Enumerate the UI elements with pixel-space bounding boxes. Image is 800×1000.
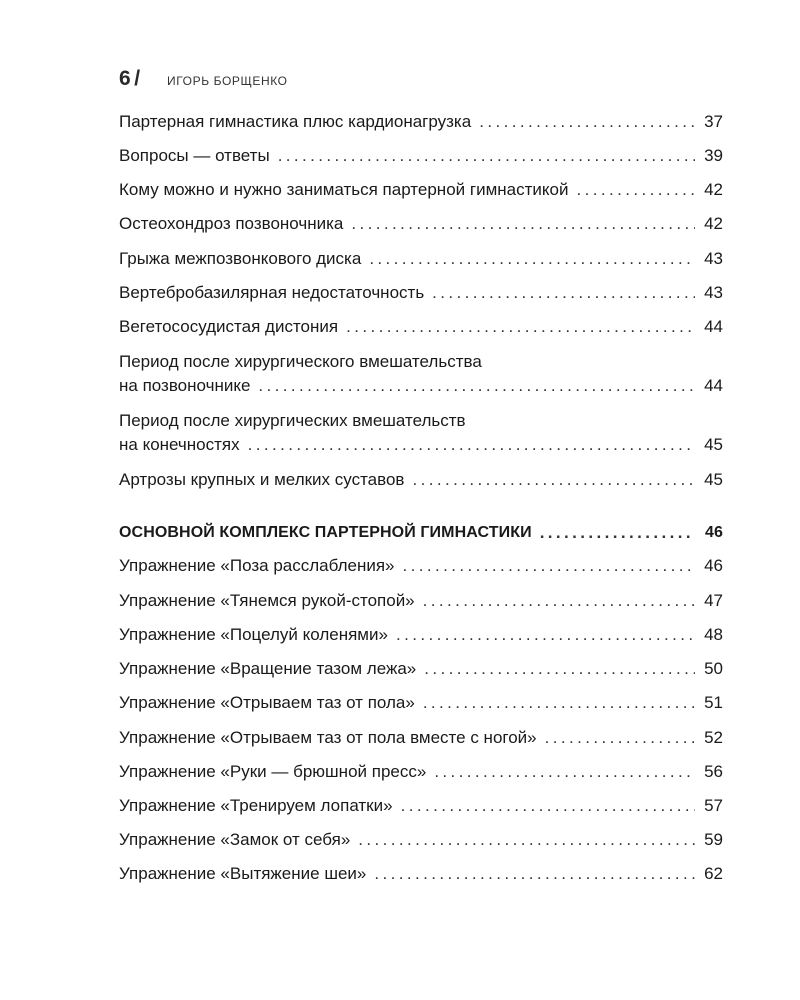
dot-leader xyxy=(434,760,695,784)
dot-leader xyxy=(351,212,695,236)
toc-entry-page: 42 xyxy=(704,214,723,233)
toc-entry-page: 57 xyxy=(704,796,723,815)
toc-entry xyxy=(119,691,723,715)
toc-entry xyxy=(119,589,723,613)
toc-section-page: 46 xyxy=(705,524,723,541)
toc-entry-page: 43 xyxy=(704,283,723,302)
toc-entry-title: на конечностях xyxy=(119,435,240,454)
toc-entry-page: 42 xyxy=(704,180,723,199)
toc-entry-title: Вопросы — ответы xyxy=(119,146,270,165)
dot-leader xyxy=(401,794,695,818)
dot-leader xyxy=(540,521,695,545)
toc-entry xyxy=(119,247,723,271)
toc-entry xyxy=(119,862,723,886)
toc-entry-page: 45 xyxy=(704,435,723,454)
toc-entry-page: 59 xyxy=(704,830,723,849)
toc-entry xyxy=(119,468,723,492)
toc-entry xyxy=(119,144,723,168)
toc-entry xyxy=(119,726,723,750)
dot-leader xyxy=(396,623,695,647)
toc-entry-title: Упражнение «Отрываем таз от пола» xyxy=(119,693,415,712)
toc-entry xyxy=(119,110,723,134)
toc-entry-title: Вертебробазилярная недостаточность xyxy=(119,283,425,302)
toc-entry-page: 62 xyxy=(704,864,723,883)
toc-entry-page: 47 xyxy=(704,591,723,610)
dot-leader xyxy=(576,178,695,202)
dot-leader xyxy=(278,144,695,168)
toc-entry xyxy=(119,281,723,305)
toc-entry xyxy=(119,657,723,681)
toc-entry-page: 46 xyxy=(704,556,723,575)
running-header xyxy=(119,67,288,93)
toc-section-title: ОСНОВНОЙ КОМПЛЕКС ПАРТЕРНОЙ ГИМНАСТИКИ xyxy=(119,524,532,541)
toc-entry-title-line1: Период после хирургических вмешательств xyxy=(119,411,466,430)
toc-entry xyxy=(119,350,723,398)
toc-entry xyxy=(119,554,723,578)
header-separator: / xyxy=(134,67,141,90)
toc-entry-page: 51 xyxy=(704,693,723,712)
dot-leader xyxy=(423,691,695,715)
toc-entry-title: Партерная гимнастика плюс кардионагрузка xyxy=(119,112,472,131)
toc-entry-page: 48 xyxy=(704,625,723,644)
toc-section-heading xyxy=(119,521,723,545)
toc-entry-title: Упражнение «Тянемся рукой-стопой» xyxy=(119,591,415,610)
toc-entry xyxy=(119,212,723,236)
toc-entry-page: 45 xyxy=(704,470,723,489)
toc-entry-title: Упражнение «Вращение тазом лежа» xyxy=(119,659,417,678)
toc-entry xyxy=(119,315,723,339)
toc-entry-title: Упражнение «Руки — брюшной пресс» xyxy=(119,762,427,781)
dot-leader xyxy=(479,110,695,134)
toc-entry-title: Артрозы крупных и мелких суставов xyxy=(119,470,405,489)
dot-leader xyxy=(432,281,695,305)
toc-entry-title: Упражнение «Замок от себя» xyxy=(119,830,351,849)
toc-entry-page: 39 xyxy=(704,146,723,165)
dot-leader xyxy=(412,468,695,492)
dot-leader xyxy=(374,862,695,886)
dot-leader xyxy=(346,315,695,339)
toc-entry-page: 44 xyxy=(704,317,723,336)
dot-leader xyxy=(258,374,695,398)
toc-entry-title: на позвоночнике xyxy=(119,376,251,395)
toc-entry-title-line1: Период после хирургического вмешательства xyxy=(119,352,482,371)
toc-entry xyxy=(119,409,723,457)
page-number: 6 xyxy=(119,67,132,90)
toc-entry xyxy=(119,794,723,818)
toc-entry xyxy=(119,760,723,784)
author-name: ИГОРЬ БОРЩЕНКО xyxy=(167,74,288,88)
toc-entry-title: Упражнение «Тренируем лопатки» xyxy=(119,796,393,815)
toc-entry-page: 56 xyxy=(704,762,723,781)
toc-entry xyxy=(119,178,723,202)
dot-leader xyxy=(423,589,695,613)
toc-entry-page: 37 xyxy=(704,112,723,131)
toc-entry-title: Кому можно и нужно заниматься партерной гимнастикой xyxy=(119,180,569,199)
dot-leader xyxy=(545,726,695,750)
toc-entry-title: Вегетососудистая дистония xyxy=(119,317,339,336)
dot-leader xyxy=(248,433,695,457)
toc-entry-title: Упражнение «Поза расслабления» xyxy=(119,556,395,575)
dot-leader xyxy=(403,554,695,578)
toc-entry-title: Грыжа межпозвонкового диска xyxy=(119,249,362,268)
toc-entry-page: 44 xyxy=(704,376,723,395)
toc-entry-page: 43 xyxy=(704,249,723,268)
dot-leader xyxy=(369,247,695,271)
toc-entry xyxy=(119,828,723,852)
dot-leader xyxy=(358,828,695,852)
dot-leader xyxy=(424,657,695,681)
toc-entry-page: 50 xyxy=(704,659,723,678)
toc-entry-title: Упражнение «Поцелуй коленями» xyxy=(119,625,388,644)
toc-entry-title: Остеохондроз позвоночника xyxy=(119,214,344,233)
toc-entry xyxy=(119,623,723,647)
toc-entry-page: 52 xyxy=(704,728,723,747)
toc-entry-title: Упражнение «Вытяжение шеи» xyxy=(119,864,367,883)
toc-entry-title: Упражнение «Отрываем таз от пола вместе с ногой» xyxy=(119,728,537,747)
